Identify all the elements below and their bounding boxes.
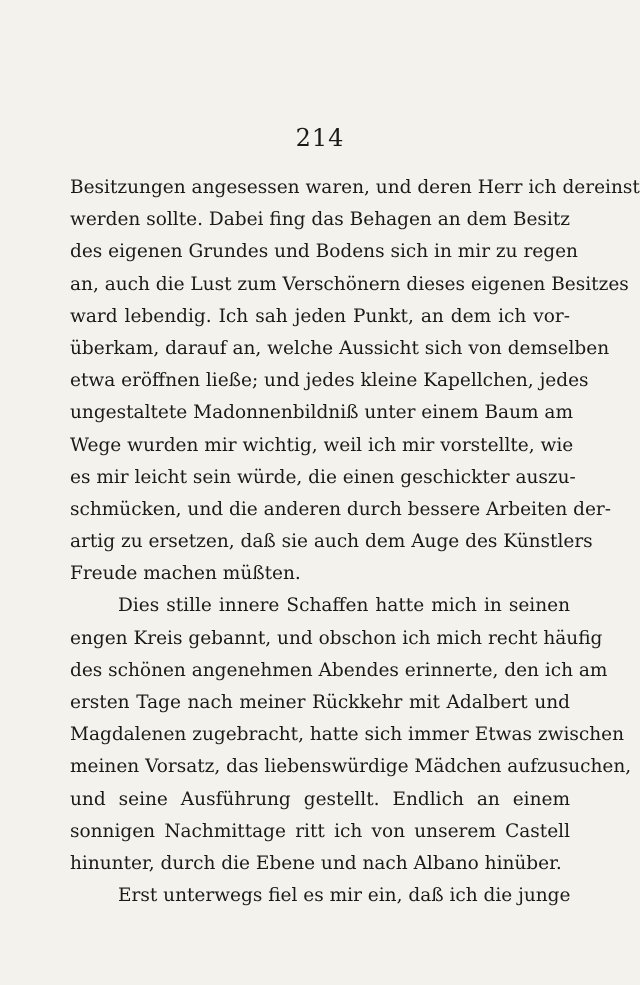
text-line: Magdalenen zugebracht, hatte sich immer Etwas zwischen: [70, 724, 625, 746]
text-line: engen Kreis gebannt, und obschon ich mich recht häufig: [70, 627, 603, 649]
text-line: ersten Tage nach meiner Rückkehr mit Adalbert und: [70, 692, 570, 713]
text-line: des schönen angenehmen Abendes erinnerte, den ich am: [70, 659, 608, 681]
text-line: etwa eröffnen ließe; und jedes kleine Kapellchen, jedes: [70, 370, 589, 392]
text-line: meinen Vorsatz, das liebenswürdige Mädchen aufzusuchen,: [70, 756, 632, 778]
page-number: 214: [295, 124, 345, 152]
text-line: ward lebendig. Ich sah jeden Punkt, an dem ich vor-: [70, 305, 570, 327]
text-line: des eigenen Grundes und Bodens sich in mir zu regen: [70, 241, 578, 263]
body-text: [70, 172, 640, 912]
text-line: hinunter, durch die Ebene und nach Albano hinüber.: [70, 852, 562, 874]
text-line: es mir leicht sein würde, die einen geschickter auszu-: [70, 466, 576, 488]
text-line: Wege wurden mir wichtig, weil ich mir vorstellte, wie: [70, 434, 574, 456]
text-line: schmücken, und die anderen durch bessere Arbeiten der-: [70, 498, 612, 520]
text-line: Freude machen müßten.: [70, 563, 301, 585]
text-line: Dies stille innere Schaffen hatte mich in seinen: [118, 595, 570, 617]
text-line: werden sollte. Dabei fing das Behagen an dem Besitz: [70, 209, 570, 231]
text-line: an, auch die Lust zum Verschönern dieses eigenen Besitzes: [70, 273, 629, 295]
text-line: Erst unterwegs fiel es mir ein, daß ich die junge: [118, 885, 571, 907]
text-line: artig zu ersetzen, daß sie auch dem Auge des Künstlers: [70, 531, 593, 553]
text-line: Besitzungen angesessen waren, und deren Herr ich dereinst: [70, 177, 640, 198]
text-line: und seine Ausführung gestellt. Endlich an einem: [70, 788, 570, 810]
text-line: ungestaltete Madonnenbildniß unter einem Baum am: [70, 402, 573, 424]
text-line: sonnigen Nachmittage ritt ich von unserem Castell: [70, 820, 570, 842]
text-line: überkam, darauf an, welche Aussicht sich von demselben: [70, 337, 610, 359]
